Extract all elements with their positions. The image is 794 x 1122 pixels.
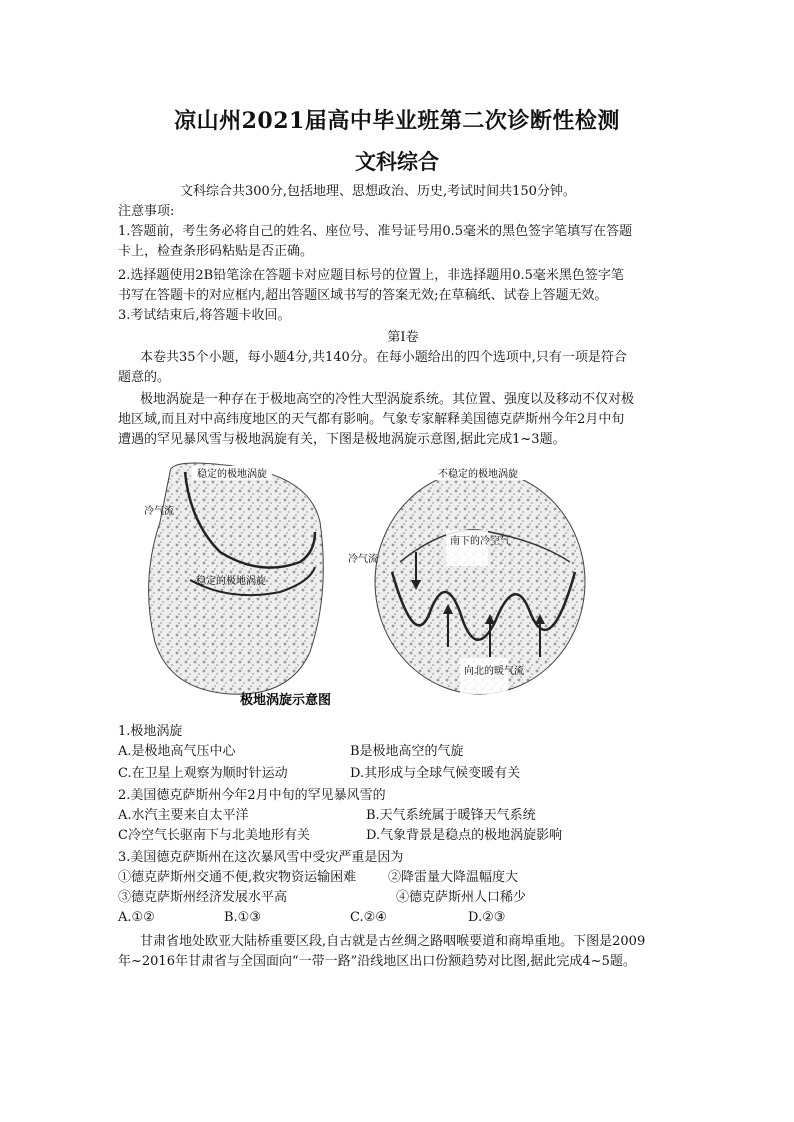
q2-option-b[interactable]: B.天气系统属于暖锋天气系统 [366, 808, 536, 823]
q3-statement-1: ①德克萨斯州交通不便,救灾物资运输困难 [118, 870, 357, 885]
unstable-vortex-diagram [348, 466, 585, 694]
section-desc: 本卷共35个小题，每小题4分,共140分。在每小题给出的四个选项中,只有一项是符合 [140, 350, 627, 365]
stable-vortex-diagram [144, 463, 323, 694]
section-desc: 题意的。 [118, 370, 171, 385]
q2-option-c[interactable]: C冷空气长驱南下与北美地形有关 [118, 828, 310, 843]
q2-option-a[interactable]: A.水汽主要来自太平洋 [118, 808, 249, 823]
note-line: 3.考试结束后,将答题卡收回。 [118, 308, 291, 323]
passage-line: 年~2016年甘肃省与全国面向“一带一路”沿线地区出口份额趋势对比图,据此完成4~5题。 [118, 954, 636, 969]
q3-statement-2: ②降雷量大降温幅度大 [388, 870, 519, 885]
q3-statement-3: ③德克萨斯州经济发展水平高 [118, 890, 288, 905]
note-line: 书写在答题卡的对应框内,超出答题区域书写的答案无效;在草稿纸、试卷上答题无效。 [118, 288, 608, 303]
stable-vortex-title: 稳定的极地涡旋 [197, 469, 267, 480]
passage-line: 极地涡旋是一种存在于极地高空的冷性大型涡旋系统。其位置、强度以及移动不仅对极 [140, 392, 635, 407]
q1-option-d[interactable]: D.其形成与全球气候变暖有关 [350, 766, 521, 781]
question-1-stem: 1.极地涡旋 [118, 724, 183, 739]
q1-option-c[interactable]: C.在卫星上观察为顺时针运动 [118, 766, 288, 781]
cold-airflow-label: 冷气流 [348, 554, 378, 565]
page-subtitle: 文科综合 [355, 149, 439, 174]
note-line: 卡上，检查条形码粘贴是否正确。 [118, 244, 314, 259]
question-3-stem: 3.美国德克萨斯州在这次暴风雪中受灾严重是因为 [118, 850, 404, 865]
q3-option-d[interactable]: D.②③ [468, 910, 506, 925]
passage-line: 地区域,而且对中高纬度地区的天气都有影响。气象专家解释美国德克萨斯州今年2月中旬 [118, 412, 625, 427]
south-cold-air-label: 南下的冷空气 [450, 536, 510, 547]
q3-statement-4: ④德克萨斯州人口稀少 [396, 890, 527, 905]
question-2-stem: 2.美国德克萨斯州今年2月中旬的罕见暴风雪的 [118, 788, 386, 803]
q2-option-d[interactable]: D.气象背景是稳点的极地涡旋影响 [366, 828, 563, 843]
section-label: 第I卷 [387, 330, 419, 345]
q1-option-b[interactable]: B是极地高空的气旋 [350, 744, 464, 759]
page-title: 凉山州2021届高中毕业班第二次诊断性检测 [174, 108, 620, 134]
q3-option-c[interactable]: C.②④ [350, 910, 387, 925]
north-warm-air-label: 向北的暖气流 [464, 666, 524, 677]
note-line: 1.答题前，考生务必将自己的姓名、座位号、准号证号用0.5毫米的黑色签字笔填写在答题 [118, 224, 633, 239]
figure-caption: 极地涡旋示意图 [240, 693, 332, 708]
note-line: 2.选择题使用2B铅笔涂在答题卡对应题目标号的位置上，非选择题用0.5毫米黑色签字笔 [118, 268, 624, 283]
passage-line: 甘肃省地处欧亚大陆桥重要区段,自古就是古丝绸之路咽喉要道和商埠重地。下图是2009 [140, 934, 646, 949]
q1-option-a[interactable]: A.是极地高气压中心 [118, 744, 236, 759]
passage-line: 遭遇的罕见暴风雪与极地涡旋有关，下图是极地涡旋示意图,据此完成1~3题。 [118, 432, 566, 447]
q3-option-a[interactable]: A.①② [118, 910, 155, 925]
unstable-vortex-title: 不稳定的极地涡旋 [438, 469, 518, 480]
q3-option-b[interactable]: B.①③ [224, 910, 261, 925]
stable-vortex-label: 稳定的极地涡旋 [196, 576, 266, 587]
polar-vortex-figure [130, 462, 610, 712]
cold-airflow-label: 冷气流 [144, 506, 174, 517]
intro-text: 文科综合共300分,包括地理、思想政治、历史,考试时间共150分钟。 [180, 184, 576, 199]
notes-heading: 注意事项: [118, 204, 175, 219]
